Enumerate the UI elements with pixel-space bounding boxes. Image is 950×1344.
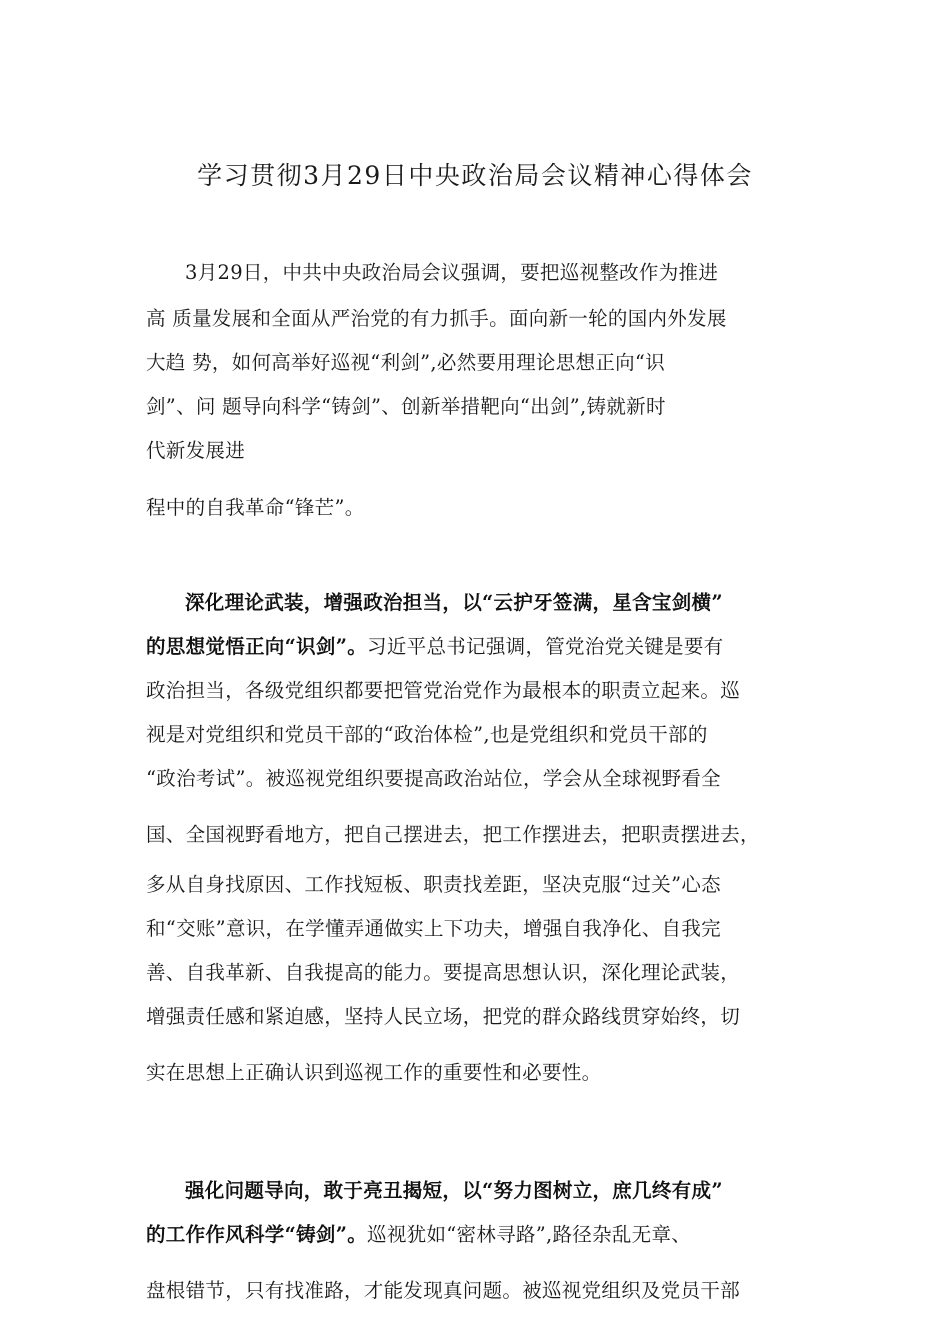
paragraph-2-line-6: 国、全国视野看地方，把自己摆进去，把工作摆进去，把职责摆进去， (146, 823, 760, 846)
paragraph-2-line-4: 视是对党组织和党员干部的“政治体检”,也是党组织和党员干部的 (146, 723, 708, 746)
paragraph-2-line-2 (146, 632, 806, 662)
paragraph-2-line-10: 增强责任感和紧迫感，坚持人民立场，把党的群众路线贯穿始终，切 (146, 1005, 741, 1028)
paragraph-1-line-1: 3月29日，中共中央政治局会议强调，要把巡视整改作为推进 (185, 261, 719, 284)
paragraph-3-line-2-text: 巡视犹如“密林寻路”,路径杂乱无章、 (367, 1223, 692, 1246)
document-title: 学习贯彻3月29日中央政治局会议精神心得体会 (197, 161, 753, 190)
paragraph-2-line-2-text: 习近平总书记强调，管党治党关键是要有 (367, 635, 724, 658)
paragraph-2-line-5: “政治考试”。被巡视党组织要提高政治站位，学会从全球视野看全 (146, 767, 721, 790)
paragraph-2-line-8: 和“交账”意识，在学懂弄通做实上下功夫，增强自我净化、自我完 (146, 917, 721, 940)
paragraph-2-line-7: 多从自身找原因、工作找短板、职责找差距，坚决克服“过关”心态 (146, 873, 721, 896)
paragraph-3-heading-line-1: 强化问题导向，敢于亮丑揭短，以“努力图树立，庶几终有成” (185, 1179, 723, 1202)
paragraph-2-line-11: 实在思想上正确认识到巡视工作的重要性和必要性。 (146, 1061, 602, 1084)
paragraph-1-line-2: 高 质量发展和全面从严治党的有力抓手。面向新一轮的国内外发展 (146, 307, 727, 330)
paragraph-2-line-3: 政治担当，各级党组织都要把管党治党作为最根本的职责立起来。巡 (146, 679, 741, 702)
paragraph-3-line-3: 盘根错节，只有找准路，才能发现真问题。被巡视党组织及党员干部 (146, 1279, 741, 1302)
paragraph-1-line-6: 程中的自我革命“锋芒”。 (146, 496, 365, 519)
paragraph-2-line-9: 善、自我革新、自我提高的能力。要提高思想认识，深化理论武装， (146, 961, 741, 984)
paragraph-1-line-5: 代新发展进 (146, 439, 246, 462)
paragraph-2-heading-line-1: 深化理论武装，增强政治担当，以“云护牙签满，星含宝剑横” (185, 591, 723, 614)
paragraph-1-line-4: 剑”、问 题导向科学“铸剑”、创新举措靶向“出剑”,铸就新时 (146, 395, 666, 418)
paragraph-1-line-3: 大趋 势，如何高举好巡视“利剑”,必然要用理论思想正向“识 (146, 351, 666, 374)
paragraph-3-heading-line-2: 的工作作风科学“铸剑”。 (146, 1223, 368, 1246)
paragraph-2-heading-line-2: 的思想觉悟正向“识剑”。 (146, 635, 368, 658)
paragraph-3-line-2 (146, 1220, 806, 1250)
